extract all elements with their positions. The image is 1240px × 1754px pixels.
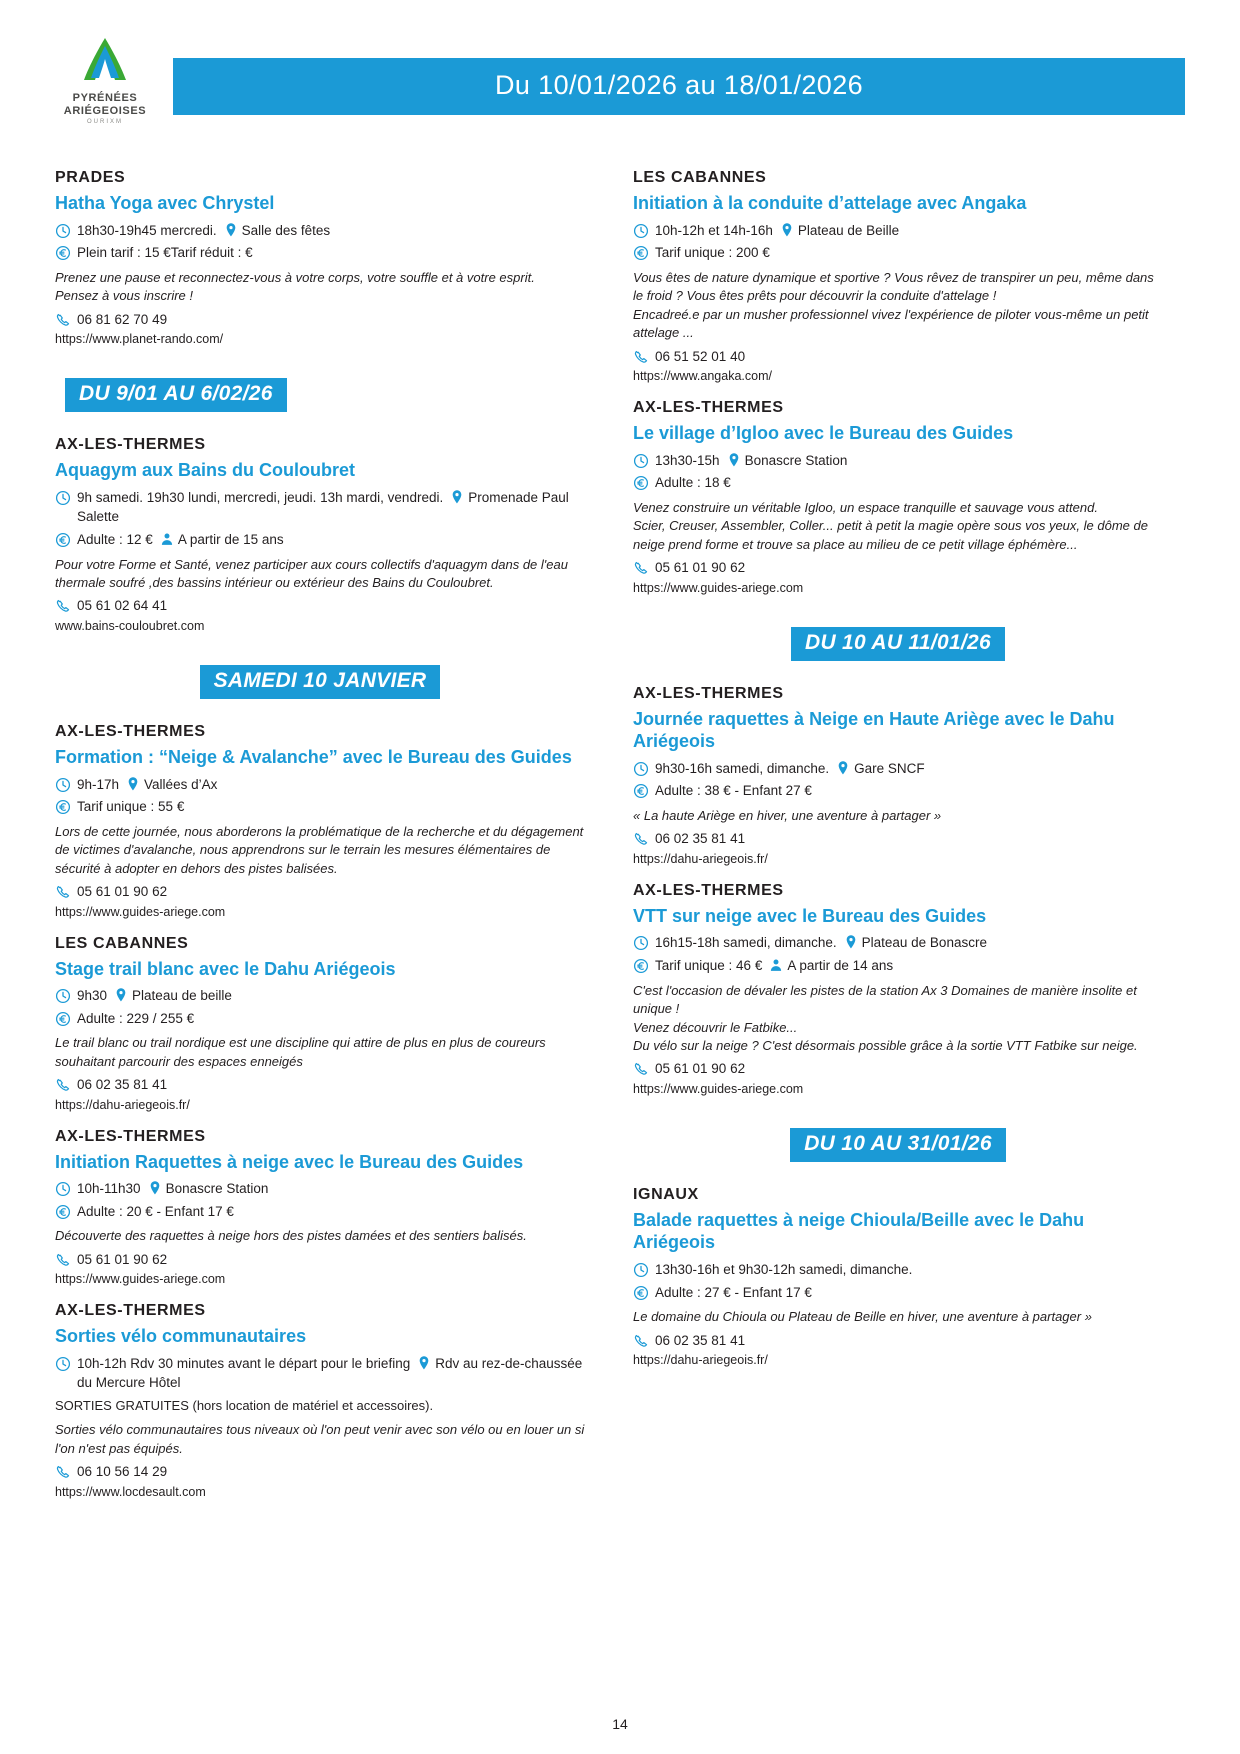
phone-icon-line (55, 1462, 585, 1482)
event-entry (633, 399, 1163, 595)
event-entry (55, 1128, 585, 1287)
location-pin-icon-text: Bonascre Station (744, 452, 848, 468)
location-pin-icon-text: Gare SNCF (854, 760, 925, 776)
event-town: LES CABANNES (633, 169, 767, 187)
event-title[interactable]: Balade raquettes à neige Chioula/Beille avec le Dahu Ariégeois (633, 1209, 1085, 1253)
clock-icon-line (55, 1179, 585, 1199)
event-url[interactable]: https://www.locdesault.com (55, 1484, 206, 1499)
euro-icon (633, 958, 649, 974)
location-pin-icon-text: Plateau de beille (132, 988, 232, 1004)
clock-icon-line (633, 451, 1163, 471)
euro-icon-text: Adulte : 27 € - Enfant 17 € (655, 1284, 812, 1300)
event-entry (55, 723, 585, 919)
event-description: Prenez une pause et reconnectez-vous à votre corps, votre souffle et à votre esprit. Pensez à vous inscrire ! (55, 269, 535, 304)
phone-icon-text: 06 02 35 81 41 (655, 831, 746, 847)
clock-icon (633, 1262, 649, 1278)
phone-icon (633, 1061, 649, 1077)
phone-icon (633, 349, 649, 365)
euro-icon (55, 245, 71, 261)
clock-icon-text: 16h15-18h samedi, dimanche. Plateau de Bonascre (655, 935, 987, 951)
event-url[interactable]: https://dahu-ariegeois.fr/ (55, 1097, 190, 1112)
clock-icon-text: 10h-12h et 14h-16h Plateau de Beille (655, 222, 900, 238)
event-town: AX-LES-THERMES (633, 881, 784, 899)
phone-icon-text: 06 51 52 01 40 (655, 348, 746, 364)
event-description: Le domaine du Chioula ou Plateau de Beille en hiver, une aventure à partager » (633, 1309, 1092, 1325)
event-entry (633, 882, 1163, 1096)
euro-icon-text: Adulte : 38 € - Enfant 27 € (655, 783, 812, 799)
date-banner-wrapper (633, 1112, 1163, 1176)
clock-icon (55, 988, 71, 1004)
date-banner: DU 10 AU 31/01/26 (790, 1128, 1006, 1162)
clock-icon (55, 223, 71, 239)
event-url[interactable]: https://www.angaka.com/ (633, 369, 772, 384)
clock-icon (55, 490, 71, 506)
clock-icon-line (633, 221, 1163, 241)
logo-line-1: PYRÉNÉES (72, 92, 138, 104)
clock-icon-line (55, 775, 585, 795)
event-town: AX-LES-THERMES (633, 399, 784, 417)
phone-icon-text: 05 61 02 64 41 (77, 598, 168, 614)
page-title: Du 10/01/2026 au 18/01/2026 (173, 58, 1185, 115)
clock-icon-text: 9h samedi. 19h30 lundi, mercredi, jeudi. 13h mardi, vendredi. Promenade Paul Salette (77, 489, 569, 525)
clock-icon-line (633, 933, 1163, 953)
date-banner: DU 9/01 AU 6/02/26 (65, 378, 287, 412)
event-town: IGNAUX (633, 1185, 699, 1203)
location-pin-icon (449, 489, 465, 505)
location-pin-icon (113, 987, 129, 1003)
phone-icon (55, 598, 71, 614)
logo-line-2: ARIÉGEOISES (63, 104, 147, 117)
event-town: AX-LES-THERMES (55, 1302, 206, 1320)
date-banner-wrapper (55, 649, 585, 713)
euro-icon (55, 1204, 71, 1220)
clock-icon (633, 223, 649, 239)
location-pin-icon (147, 1180, 163, 1196)
clock-icon-text: 9h30-16h samedi, dimanche. Gare SNCF (655, 760, 925, 776)
person-icon (159, 531, 175, 547)
logo (55, 30, 155, 125)
phone-icon (55, 1252, 71, 1268)
euro-icon-text: Tarif unique : 200 € (655, 245, 770, 261)
phone-icon-line (633, 1331, 1163, 1351)
clock-icon-text: 9h-17h Vallées d’Ax (77, 776, 218, 792)
clock-icon (55, 777, 71, 793)
location-pin-icon-text: Bonascre Station (165, 1181, 269, 1197)
phone-icon-text: 05 61 01 90 62 (655, 1061, 746, 1077)
event-title[interactable]: VTT sur neige avec le Bureau des Guides (633, 905, 987, 926)
date-banner-wrapper (55, 362, 585, 426)
event-title[interactable]: Aquagym aux Bains du Couloubret (55, 460, 356, 481)
event-url[interactable]: https://www.guides-ariege.com (55, 904, 226, 919)
person-icon-text: A partir de 15 ans (177, 532, 284, 547)
event-description: Sorties vélo communautaires tous niveaux où l'on peut venir avec son vélo ou en louer un si l'on n'est pas équipés. (55, 1422, 585, 1456)
phone-icon-line (55, 1250, 585, 1270)
phone-icon (633, 560, 649, 576)
event-description: Découverte des raquettes à neige hors des pistes damées et des sentiers balisés. (55, 1228, 527, 1244)
euro-icon-line (55, 243, 585, 263)
event-url[interactable]: https://dahu-ariegeois.fr/ (633, 1353, 768, 1368)
clock-icon-line (55, 986, 585, 1006)
euro-icon (633, 245, 649, 261)
euro-icon-text: Adulte : 12 € A partir de 15 ans (77, 532, 284, 547)
location-pin-icon-text: Salle des fêtes (241, 222, 331, 238)
location-pin-icon-text: Rdv au rez-de-chaussée du Mercure Hôtel (77, 1355, 583, 1391)
clock-icon-text: 18h30-19h45 mercredi. Salle des fêtes (77, 222, 331, 238)
phone-icon-line (55, 310, 585, 330)
location-pin-icon (125, 776, 141, 792)
euro-icon-text: Tarif unique : 46 € A partir de 14 ans (655, 958, 894, 974)
event-description: Pour votre Forme et Santé, venez participer aux cours collectifs d'aquagym dans de l'eau thermale soufré ,des bassins intérieur ou extérieur des Bains du Couloubret. (55, 556, 568, 591)
phone-icon-line (633, 347, 1163, 367)
clock-icon-line (55, 221, 585, 241)
phone-icon-text: 06 81 62 70 49 (77, 311, 168, 327)
event-entry (633, 1186, 1163, 1367)
phone-icon (633, 831, 649, 847)
phone-icon (633, 1333, 649, 1349)
event-title[interactable]: Journée raquettes à Neige en Haute Ariège avec le Dahu Ariégeois (633, 708, 1115, 752)
phone-icon-line (55, 596, 585, 616)
event-town: PRADES (55, 169, 126, 187)
clock-icon (55, 1181, 71, 1197)
phone-icon-text: 05 61 01 90 62 (77, 884, 168, 900)
event-description: Lors de cette journée, nous aborderons la problématique de la recherche et du dégagement de victimes d'avalanche, nous apprendrons sur le terrain les mesures élémentaires de sécurité à adopter en dehors des pistes balisées. (55, 823, 584, 876)
event-town: AX-LES-THERMES (55, 1127, 206, 1145)
euro-icon-text: Adulte : 20 € - Enfant 17 € (77, 1203, 234, 1219)
clock-icon (55, 1356, 71, 1372)
euro-icon (633, 783, 649, 799)
event-town: AX-LES-THERMES (55, 436, 206, 454)
event-entry (55, 169, 585, 346)
location-pin-icon (779, 222, 795, 238)
location-pin-icon-text: Vallées d’Ax (144, 776, 218, 792)
location-pin-icon (843, 934, 859, 950)
location-pin-icon-text: Plateau de Beille (797, 222, 900, 238)
euro-icon-line (55, 1009, 585, 1029)
phone-icon (55, 884, 71, 900)
event-description: Vous êtes de nature dynamique et sportive ? Vous rêvez de transpirer un peu, même dans le froid ? Vous êtes prêts pour découvrir la conduite d'attelage ! Encadreé.e par un musher professionnel vivez l'expérience de piloter vous-même un petit attelage ... (633, 269, 1154, 341)
location-pin-icon-text: Promenade Paul Salette (77, 489, 569, 525)
content-columns (55, 159, 1185, 1515)
clock-icon-line (55, 1354, 585, 1393)
event-url[interactable]: https://www.guides-ariege.com (55, 1272, 226, 1287)
phone-icon-line (633, 1059, 1163, 1079)
euro-icon-line (633, 956, 1163, 976)
clock-icon (633, 935, 649, 951)
left-column (55, 159, 585, 1515)
event-entry (633, 169, 1163, 383)
event-entry (55, 436, 585, 633)
clock-icon-line (633, 1260, 1163, 1280)
phone-icon-text: 06 02 35 81 41 (77, 1077, 168, 1093)
event-town: AX-LES-THERMES (55, 723, 206, 741)
clock-icon-text: 10h-12h Rdv 30 minutes avant le départ pour le briefing Rdv au rez-de-chaussée du Mercure Hôtel (77, 1355, 583, 1391)
event-url[interactable]: https://dahu-ariegeois.fr/ (633, 851, 768, 866)
location-pin-icon (223, 222, 239, 238)
person-icon-text: A partir de 14 ans (787, 958, 894, 974)
phone-icon-text: 06 10 56 14 29 (77, 1464, 168, 1480)
pyrenees-logo-icon (78, 34, 132, 88)
event-entry (55, 935, 585, 1112)
clock-icon-line (633, 759, 1163, 779)
clock-icon-text: 9h30 Plateau de beille (77, 988, 232, 1004)
event-description: Le trail blanc ou trail nordique est une discipline qui attire de plus en plus de coureurs souhaitant parcourir des espaces enneigés (55, 1035, 546, 1069)
event-description: « La haute Ariège en hiver, une aventure à partager » (633, 807, 942, 823)
location-pin-icon (416, 1355, 432, 1371)
logo-subtitle: OURIXM (87, 119, 123, 126)
phone-icon-line (633, 829, 1163, 849)
euro-icon-text: Tarif unique : 55 € (77, 799, 185, 815)
event-url[interactable]: www.bains-couloubret.com (55, 619, 205, 634)
event-title[interactable]: Initiation Raquettes à neige avec le Bureau des Guides (55, 1151, 524, 1172)
event-title[interactable]: Le village d’Igloo avec le Bureau des Guides (633, 423, 1014, 444)
clock-icon (633, 761, 649, 777)
person-icon (768, 957, 784, 973)
euro-icon-line (633, 781, 1163, 801)
right-column (633, 159, 1163, 1383)
phone-icon (55, 1464, 71, 1480)
event-url[interactable]: https://www.planet-rando.com/ (55, 332, 224, 347)
event-town: LES CABANNES (55, 934, 189, 952)
phone-icon-line (55, 1075, 585, 1095)
euro-icon (55, 1011, 71, 1027)
phone-icon-text: 05 61 01 90 62 (655, 560, 746, 576)
phone-icon (55, 312, 71, 328)
event-note: SORTIES GRATUITES (hors location de matériel et accessoires). (55, 1397, 434, 1413)
phone-icon-text: 05 61 01 90 62 (77, 1251, 168, 1267)
date-banner: SAMEDI 10 JANVIER (200, 665, 441, 699)
euro-icon-line (55, 1202, 585, 1222)
clock-icon-text: 13h30-15h Bonascre Station (655, 452, 848, 468)
event-town: AX-LES-THERMES (633, 684, 784, 702)
euro-icon-line (55, 530, 585, 550)
event-title[interactable]: Hatha Yoga avec Chrystel (55, 193, 275, 214)
euro-icon-line (633, 243, 1163, 263)
event-title[interactable]: Initiation à la conduite d’attelage avec Angaka (633, 193, 1027, 214)
event-entry (633, 685, 1163, 866)
event-url[interactable]: https://www.guides-ariege.com (633, 580, 804, 595)
event-entry (55, 1302, 585, 1499)
date-banner: DU 10 AU 11/01/26 (791, 627, 1005, 661)
location-pin-icon (726, 452, 742, 468)
location-pin-icon (835, 760, 851, 776)
event-url[interactable]: https://www.guides-ariege.com (633, 1081, 804, 1096)
euro-icon-line (633, 473, 1163, 493)
page-header (55, 30, 1185, 125)
euro-icon (55, 799, 71, 815)
event-title[interactable]: Stage trail blanc avec le Dahu Ariégeois (55, 958, 396, 979)
phone-icon-line (633, 558, 1163, 578)
event-description: Venez construire un véritable Igloo, un espace tranquille et sauvage vous attend. Scier, Creuser, Assembler, Coller... petit à petit la magie opère sous vos yeux, le dôme de neige prend forme et trouve sa place au milieu de ce petit village éphémère... (633, 499, 1148, 552)
phone-icon-text: 06 02 35 81 41 (655, 1332, 746, 1348)
event-title[interactable]: Sorties vélo communautaires (55, 1326, 307, 1347)
euro-icon-line (55, 797, 585, 817)
page-number: 14 (612, 1716, 628, 1732)
clock-icon-text: 10h-11h30 Bonascre Station (77, 1181, 269, 1197)
event-title[interactable]: Formation : “Neige & Avalanche” avec le Bureau des Guides (55, 747, 572, 768)
phone-icon-line (55, 882, 585, 902)
location-pin-icon-text: Plateau de Bonascre (861, 935, 987, 951)
clock-icon-text: 13h30-16h et 9h30-12h samedi, dimanche. (655, 1261, 913, 1277)
euro-icon-text: Plein tarif : 15 €Tarif réduit : € (77, 245, 253, 261)
euro-icon-text: Adulte : 229 / 255 € (77, 1010, 195, 1026)
euro-icon-line (633, 1283, 1163, 1303)
clock-icon (633, 453, 649, 469)
phone-icon (55, 1077, 71, 1093)
clock-icon-line (55, 488, 585, 527)
euro-icon-text: Adulte : 18 € (655, 475, 731, 491)
date-banner-wrapper (633, 611, 1163, 675)
event-description: C'est l'occasion de dévaler les pistes de la station Ax 3 Domaines de manière insolite et unique ! Venez découvrir le Fatbike... Du vélo sur la neige ? C'est désormais possible grâce à la sortie VTT Fatbike sur neige. (633, 982, 1138, 1053)
euro-icon (633, 475, 649, 491)
euro-icon (633, 1285, 649, 1301)
euro-icon (55, 532, 71, 548)
